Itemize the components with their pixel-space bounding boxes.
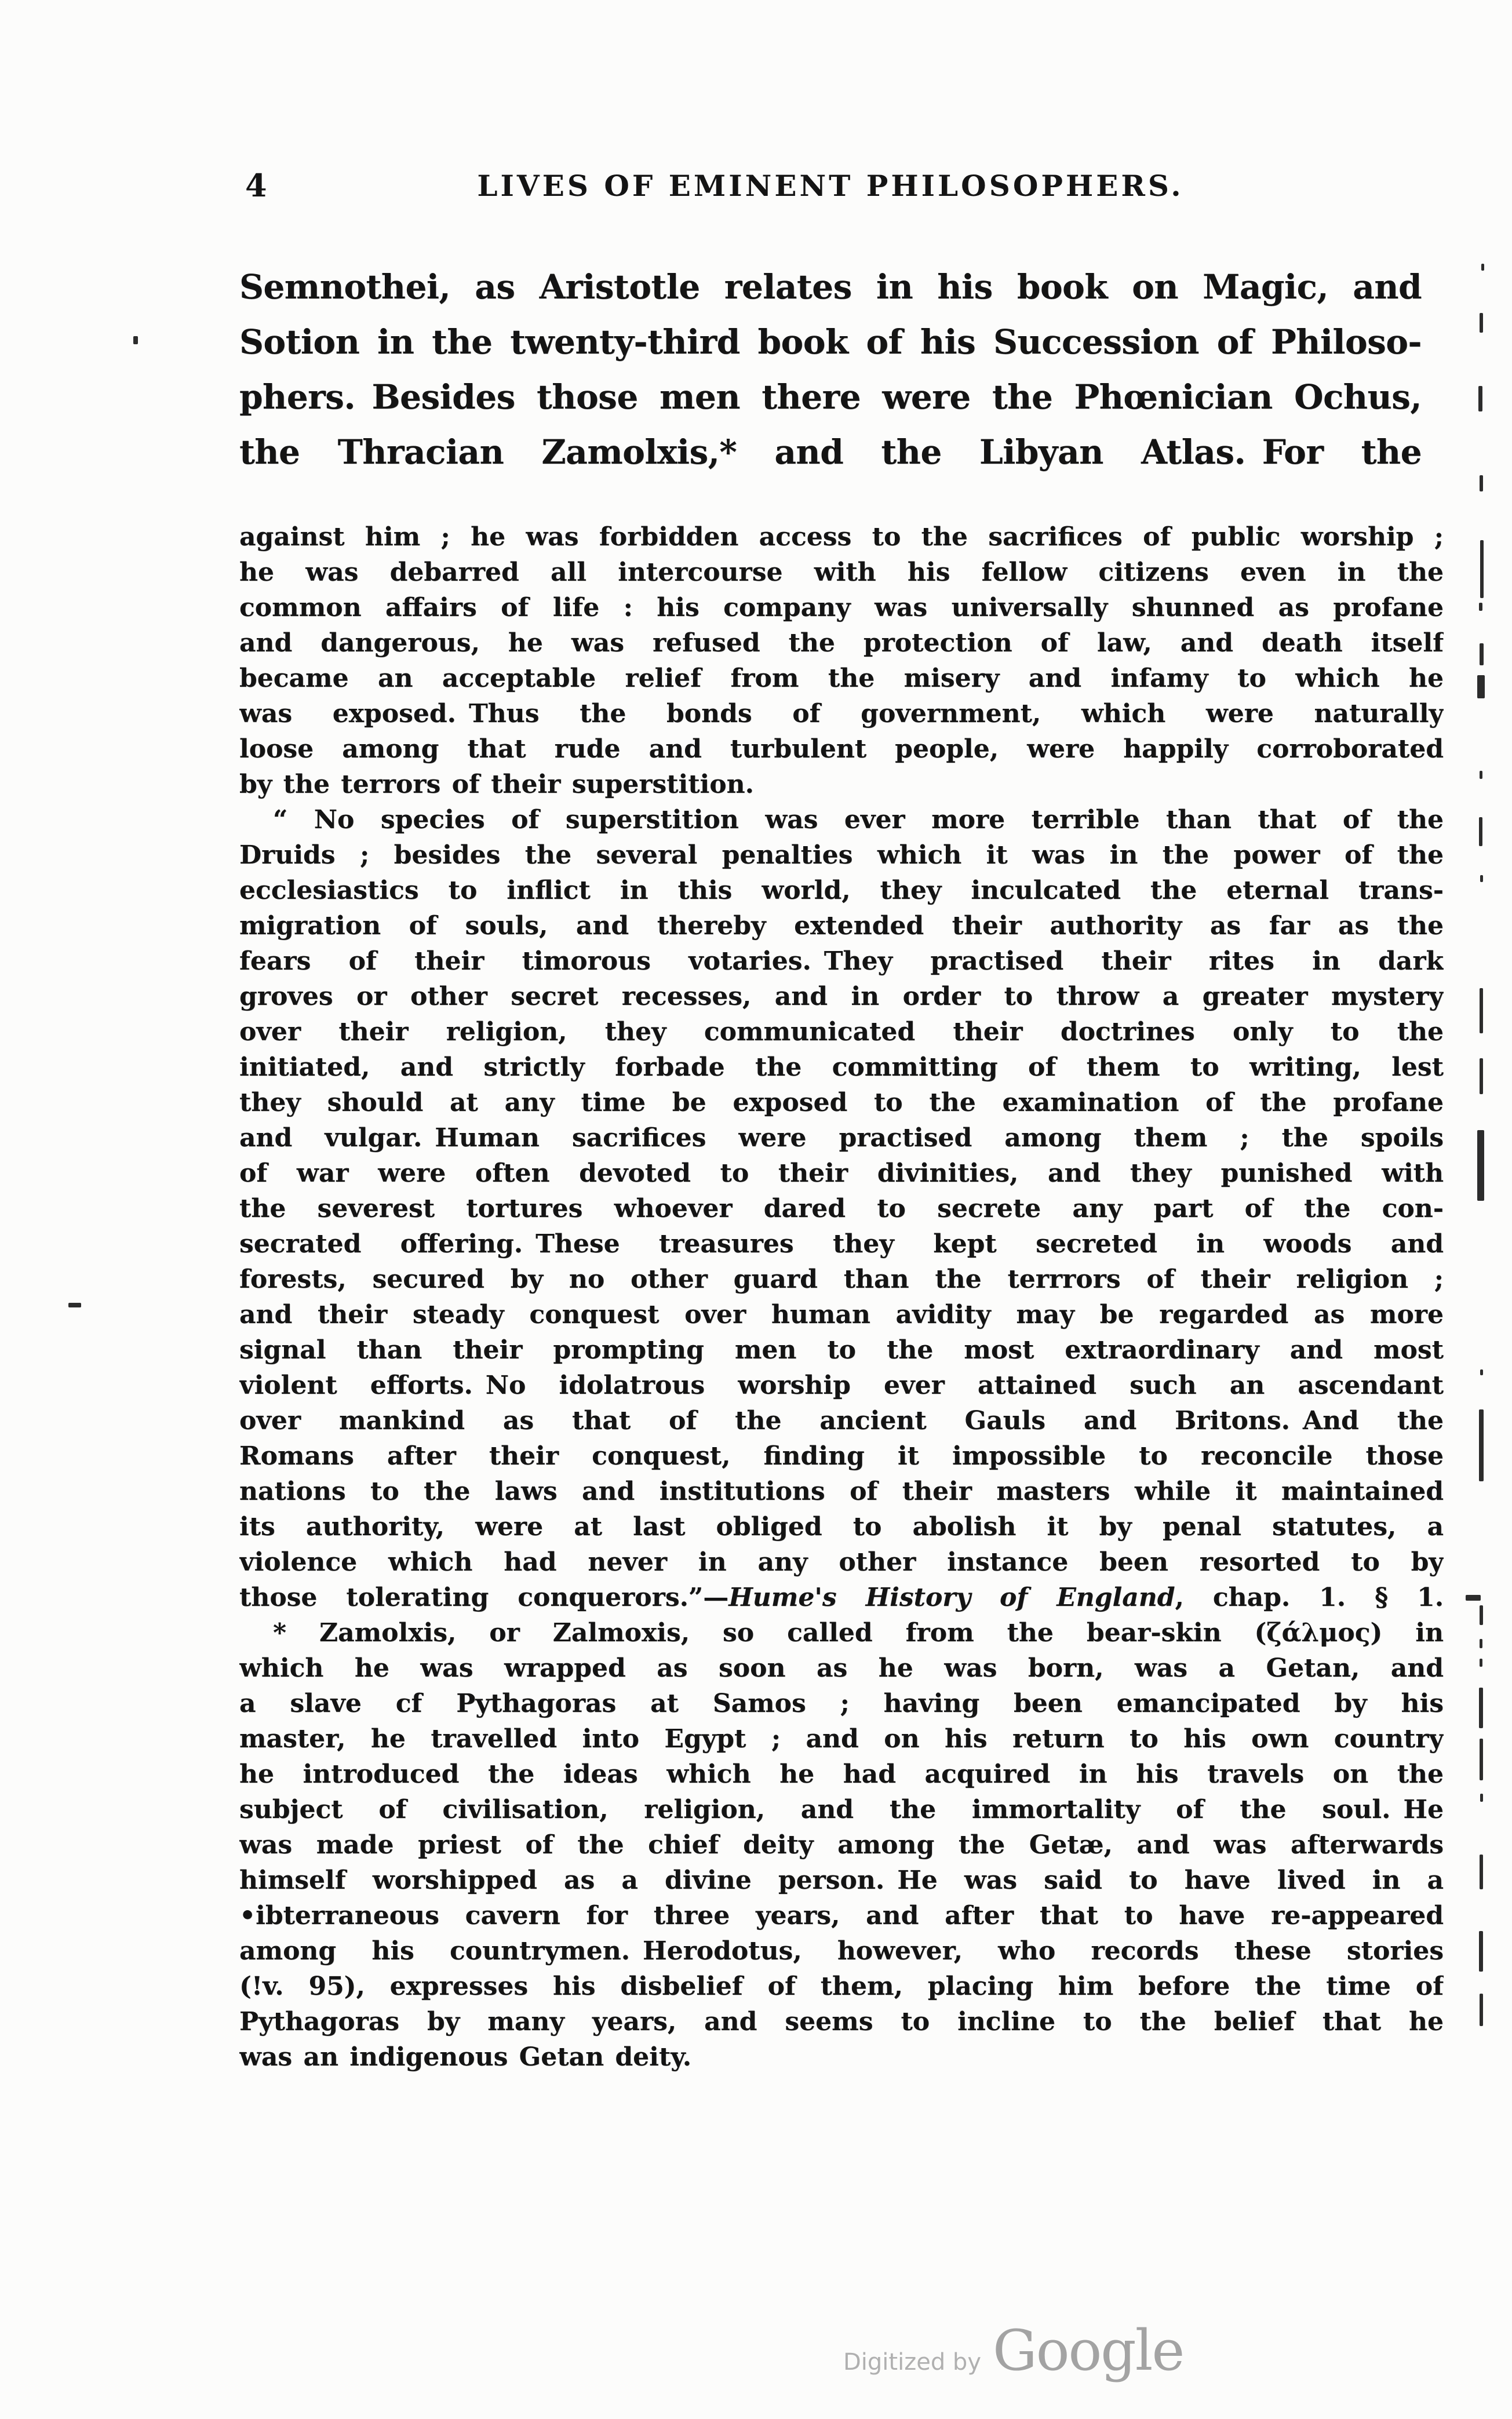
scan-artifact xyxy=(1479,1409,1484,1481)
footnote-line: violent efforts. No idolatrous worship ever attained such an ascendant xyxy=(239,1371,1444,1400)
scan-artifact xyxy=(1466,1595,1481,1601)
footnote-line: was an indigenous Getan deity. xyxy=(239,2042,692,2072)
footnote-line: was made priest of the chief deity among the Getæ, and was afterwards xyxy=(239,1830,1444,1860)
footnote-line: Pythagoras by many years, and seems to incline to the belief that he xyxy=(239,2007,1444,2037)
scan-artifact xyxy=(1480,1605,1483,1625)
scan-artifact xyxy=(1480,643,1484,665)
scan-artifact xyxy=(1481,264,1484,271)
scan-artifact xyxy=(1477,1130,1484,1201)
footnote-line: over their religion, they communicated their doctrines only to the xyxy=(239,1017,1444,1047)
scan-artifact xyxy=(1479,1688,1483,1728)
footnote-line: among his countrymen. Herodotus, however, who records these stories xyxy=(239,1936,1444,1966)
scan-artifact xyxy=(1480,475,1483,491)
footnote-line: * Zamolxis, or Zalmoxis, so called from the bear-skin (ζάλμος) in xyxy=(273,1618,1444,1648)
running-head xyxy=(239,168,1422,209)
scan-artifact xyxy=(1480,1994,1483,2026)
footnote-line: signal than their prompting men to the most extraordinary and most xyxy=(239,1335,1444,1365)
footnote-line: •ibterraneous cavern for three years, and after that to have re-appeared xyxy=(239,1901,1444,1930)
attribution-book-title: Hume's History of England xyxy=(728,1583,1175,1612)
scan-artifact xyxy=(1480,875,1483,882)
attribution-pre: those tolerating conquerors.”— xyxy=(239,1583,729,1612)
footnote-line: and dangerous, he was refused the protection of law, and death itself xyxy=(239,628,1444,658)
footnote-line: was exposed. Thus the bonds of government, which were naturally xyxy=(239,699,1444,728)
watermark-prefix: Digitized by xyxy=(843,2349,981,2376)
scan-artifact xyxy=(1480,313,1483,333)
footnote-line: subject of civilisation, religion, and the immortality of the soul. He xyxy=(239,1795,1444,1824)
text-line: Semnothei, as Aristotle relates in his book on Magic, and xyxy=(239,267,1422,307)
attribution-post: , chap. 1. § 1. xyxy=(1175,1583,1444,1612)
footnote-line: loose among that rude and turbulent people, were happily corroborated xyxy=(239,734,1444,764)
scan-artifact xyxy=(1479,817,1482,846)
footnote-line: ecclesiastics to inflict in this world, they inculcated the eternal trans- xyxy=(239,876,1444,905)
footnote-line: he introduced the ideas which he had acquired in his travels on the xyxy=(239,1759,1444,1789)
running-title: LIVES OF EMINENT PHILOSOPHERS. xyxy=(477,169,1184,203)
footnote-line: the severest tortures whoever dared to secrete any part of the con- xyxy=(239,1194,1444,1223)
footnote-line: a slave cf Pythagoras at Samos ; having been emancipated by his xyxy=(239,1689,1444,1718)
scan-artifact xyxy=(133,336,138,344)
footnote-attribution-line xyxy=(239,1580,1444,1615)
footnote-line: Druids ; besides the several penalties which it was in the power of the xyxy=(239,840,1444,870)
google-logo: Google xyxy=(993,2318,1184,2383)
footnote-line: he was debarred all intercourse with his fellow citizens even in the xyxy=(239,558,1444,587)
footnote-line: violence which had never in any other instance been resorted to by xyxy=(239,1547,1444,1577)
footnote-line: over mankind as that of the ancient Gauls and Britons. And the xyxy=(239,1406,1444,1436)
footnote-line: and vulgar. Human sacrifices were practised among them ; the spoils xyxy=(239,1123,1444,1153)
footnote-line: they should at any time be exposed to the examination of the profane xyxy=(239,1088,1444,1117)
scan-artifact xyxy=(68,1303,81,1307)
footnote-line: forests, secured by no other guard than the terrrors of their religion ; xyxy=(239,1265,1444,1294)
footnote-line: “ No species of superstition was ever more terrible than that of the xyxy=(273,805,1444,835)
footnote-block xyxy=(239,519,1444,2075)
footnote-line: by the terrors of their superstition. xyxy=(239,770,754,799)
footnote-line: himself worshipped as a divine person. He was said to have lived in a xyxy=(239,1866,1444,1895)
text-line: Sotion in the twenty-third book of his Succession of Philoso- xyxy=(239,322,1422,362)
scan-artifact xyxy=(1479,603,1482,611)
scan-artifact xyxy=(1480,1739,1483,1780)
footnote-line: and their steady conquest over human avidity may be regarded as more xyxy=(239,1300,1444,1329)
footnote-line: initiated, and strictly forbade the committing of them to writing, lest xyxy=(239,1052,1444,1082)
text-line: the Thracian Zamolxis,* and the Libyan Atlas. For the xyxy=(239,432,1422,472)
footnote-line: groves or other secret recesses, and in order to throw a greater mystery xyxy=(239,982,1444,1011)
footnote-line: secrated offering. These treasures they kept secreted in woods and xyxy=(239,1229,1444,1259)
scan-artifact xyxy=(1479,1931,1483,1972)
scan-artifact xyxy=(1480,540,1484,598)
footnote-line: nations to the laws and institutions of their masters while it maintained xyxy=(239,1477,1444,1506)
footnote-line: migration of souls, and thereby extended their authority as far as the xyxy=(239,911,1444,941)
footnote-line: of war were often devoted to their divinities, and they punished with xyxy=(239,1159,1444,1188)
scan-artifact xyxy=(1480,1659,1482,1667)
scan-artifact xyxy=(1480,1058,1483,1094)
digitized-by-google-watermark xyxy=(843,2318,1184,2383)
scan-artifact xyxy=(1478,386,1482,411)
scan-artifact xyxy=(1480,1855,1483,1889)
footnote-line: master, he travelled into Egypt ; and on his return to his own country xyxy=(239,1724,1444,1754)
scan-artifact xyxy=(1480,1639,1482,1648)
footnote-line: became an acceptable relief from the misery and infamy to which he xyxy=(239,664,1444,693)
footnote-line: common affairs of life : his company was universally shunned as profane xyxy=(239,593,1444,622)
footnote-line: against him ; he was forbidden access to the sacrifices of public worship ; xyxy=(239,522,1444,552)
footnote-line: which he was wrapped as soon as he was born, was a Getan, and xyxy=(239,1653,1444,1683)
scan-artifact xyxy=(1480,1369,1483,1375)
footnote-line: its authority, were at last obliged to abolish it by penal statutes, a xyxy=(239,1512,1444,1542)
footnote-line: (!v. 95), expresses his disbelief of them, placing him before the time of xyxy=(239,1972,1444,2001)
footnote-line: fears of their timorous votaries. They practised their rites in dark xyxy=(239,946,1444,976)
page-number: 4 xyxy=(245,167,267,204)
text-line: phers. Besides those men there were the Phœnician Ochus, xyxy=(239,377,1422,417)
footnote-line: Romans after their conquest, finding it impossible to reconcile those xyxy=(239,1441,1444,1471)
scan-artifact xyxy=(1480,988,1483,1033)
scan-artifact xyxy=(1480,771,1482,779)
scan-artifact xyxy=(1477,675,1485,698)
scan-artifact xyxy=(1480,1794,1483,1802)
main-text-block xyxy=(239,260,1422,480)
